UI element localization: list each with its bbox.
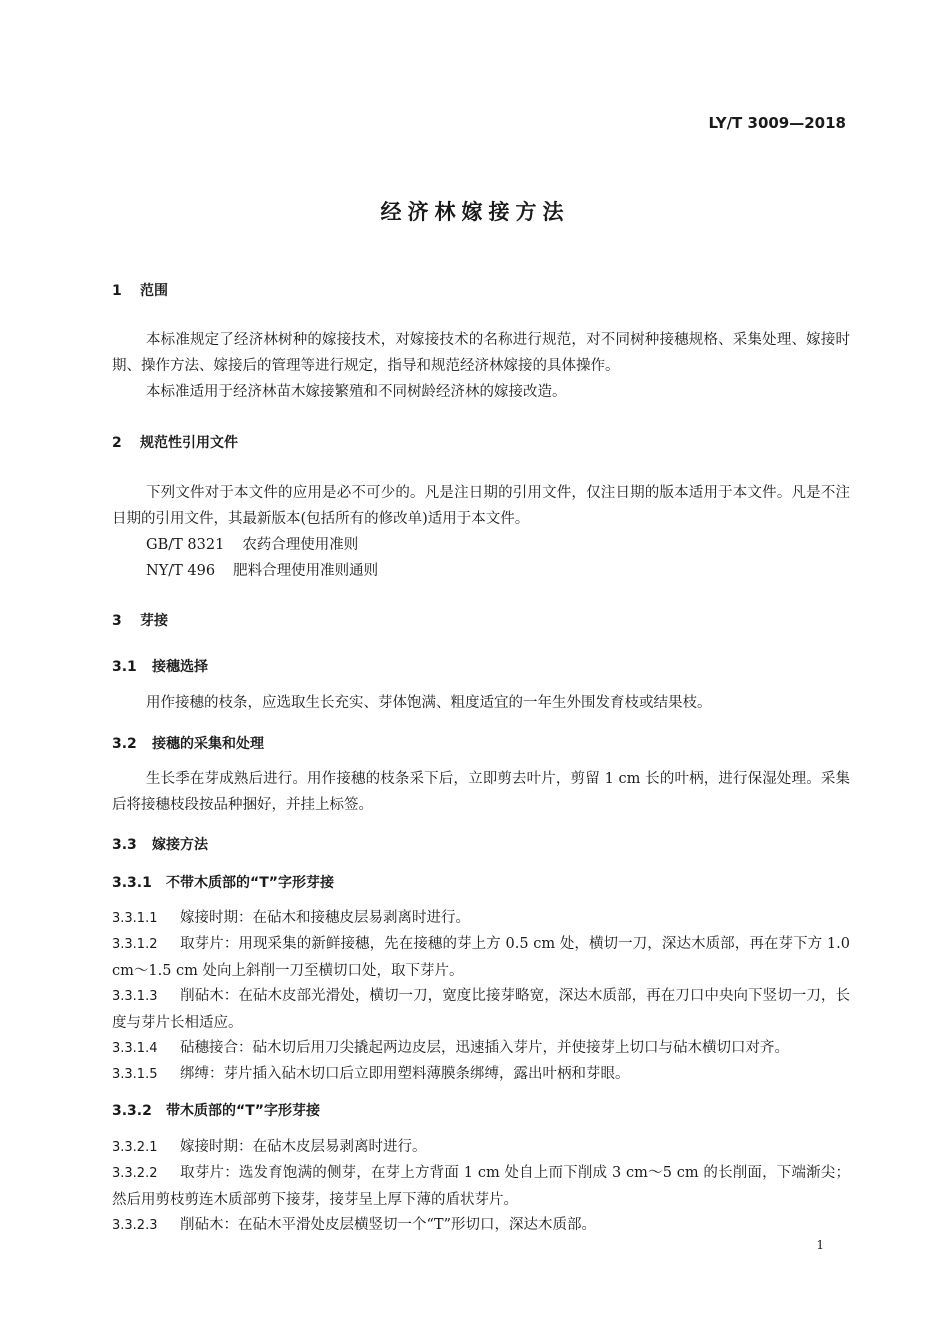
section-number: 2 <box>112 435 122 451</box>
paragraph: 本标准适用于经济林苗木嫁接繁殖和不同树龄经济林的嫁接改造。 <box>146 384 567 400</box>
clause-number: 3.3.1.4 <box>112 1041 158 1056</box>
section-3-3-2-heading <box>112 1100 320 1120</box>
clause-text: 嫁接时期：在砧木和接穗皮层易剥离时进行。 <box>180 910 470 926</box>
reference-code: NY/T 496 <box>146 563 216 579</box>
section-1-heading <box>112 280 168 300</box>
clause-number: 3.3.1.3 <box>112 989 158 1004</box>
section-2-heading <box>112 432 238 452</box>
clause-text: 取芽片：用现采集的新鲜接穗，先在接穗的芽上方 0.5 cm 处，横切一刀，深达木质部，再在芽下方 1.0 cm～1.5 cm 处向上斜削一刀至横切口处，取下芽片。 <box>112 936 850 979</box>
clause-number: 3.3.1.2 <box>112 937 158 952</box>
section-3-2-heading <box>112 733 264 753</box>
paragraph: 下列文件对于本文件的应用是必不可少的。凡是注日期的引用文件，仅注日期的版本适用于本文件。凡是不注日期的引用文件，其最新版本(包括所有的修改单)适用于本文件。 <box>112 485 850 527</box>
section-title: 接穗选择 <box>152 659 208 675</box>
section-title: 范围 <box>140 283 168 299</box>
clause-text: 削砧木：在砧木皮部光滑处，横切一刀，宽度比接芽略宽，深达木质部，再在刀口中央向下竖切一刀，长度与芽片长相适应。 <box>112 988 850 1031</box>
section-number: 3.1 <box>112 659 137 675</box>
clause <box>112 1212 850 1239</box>
section-number: 3.3.2 <box>112 1103 152 1119</box>
section-title: 芽接 <box>140 613 168 629</box>
paragraph: 用作接穗的枝条，应选取生长充实、芽体饱满、粗度适宜的一年生外围发育枝或结果枝。 <box>146 695 712 711</box>
reference-code: GB/T 8321 <box>146 537 225 553</box>
document-title: 经济林嫁接方法 <box>380 200 570 224</box>
clause-text: 削砧木：在砧木平滑处皮层横竖切一个“T”形切口，深达木质部。 <box>180 1217 596 1233</box>
reference-name: 农药合理使用准则 <box>242 537 359 553</box>
clause <box>112 983 850 1036</box>
clause-text: 取芽片：选发育饱满的侧芽，在芽上方背面 1 cm 处自上而下削成 3 cm～5 cm 的长削面，下端渐尖；然后用剪枝剪连木质部剪下接芽，接芽呈上厚下薄的盾状芽片。 <box>112 1165 850 1208</box>
clause-text: 绑缚：芽片插入砧木切口后立即用塑料薄膜条绑缚，露出叶柄和芽眼。 <box>180 1066 630 1082</box>
section-3-3-heading <box>112 834 208 854</box>
section-title: 带木质部的“T”字形芽接 <box>166 1103 320 1119</box>
section-title: 不带木质部的“T”字形芽接 <box>166 875 334 891</box>
paragraph: 生长季在芽成熟后进行。用作接穗的枝条采下后，立即剪去叶片，剪留 1 cm 长的叶柄，进行保湿处理。采集后将接穗枝段按品种捆好，并挂上标签。 <box>112 771 850 813</box>
clause-text: 嫁接时期：在砧木皮层易剥离时进行。 <box>180 1139 427 1155</box>
section-number: 3.3.1 <box>112 875 152 891</box>
clause-number: 3.3.1.1 <box>112 911 158 926</box>
clause <box>112 1160 850 1213</box>
clause-number: 3.3.2.2 <box>112 1166 158 1181</box>
section-number: 1 <box>112 283 122 299</box>
clause <box>112 1134 850 1161</box>
section-number: 3.2 <box>112 736 137 752</box>
reference-item <box>146 559 378 580</box>
section-3-3-1-heading <box>112 872 334 892</box>
section-title: 嫁接方法 <box>152 837 208 853</box>
reference-name: 肥料合理使用准则通则 <box>233 563 379 579</box>
section-number: 3.3 <box>112 837 137 853</box>
clause-text: 砧穗接合：砧木切后用刀尖撬起两边皮层，迅速插入芽片，并使接芽上切口与砧木横切口对齐。 <box>180 1040 789 1056</box>
page-number: 1 <box>816 1238 824 1252</box>
section-3-1-heading <box>112 656 208 676</box>
standard-code: LY/T 3009—2018 <box>708 114 846 132</box>
section-3-heading <box>112 610 168 630</box>
section-number: 3 <box>112 613 122 629</box>
clause <box>112 905 850 932</box>
clause-number: 3.3.1.5 <box>112 1067 158 1082</box>
clause-number: 3.3.2.3 <box>112 1218 158 1233</box>
section-title: 规范性引用文件 <box>140 435 238 451</box>
reference-item <box>146 533 358 554</box>
section-title: 接穗的采集和处理 <box>152 736 264 752</box>
clause <box>112 1035 850 1062</box>
clause <box>112 931 850 984</box>
paragraph: 本标准规定了经济林树种的嫁接技术，对嫁接技术的名称进行规范，对不同树种接穗规格、采集处理、嫁接时期、操作方法、嫁接后的管理等进行规定，指导和规范经济林嫁接的具体操作。 <box>112 332 850 374</box>
clause <box>112 1061 850 1088</box>
clause-number: 3.3.2.1 <box>112 1140 158 1155</box>
